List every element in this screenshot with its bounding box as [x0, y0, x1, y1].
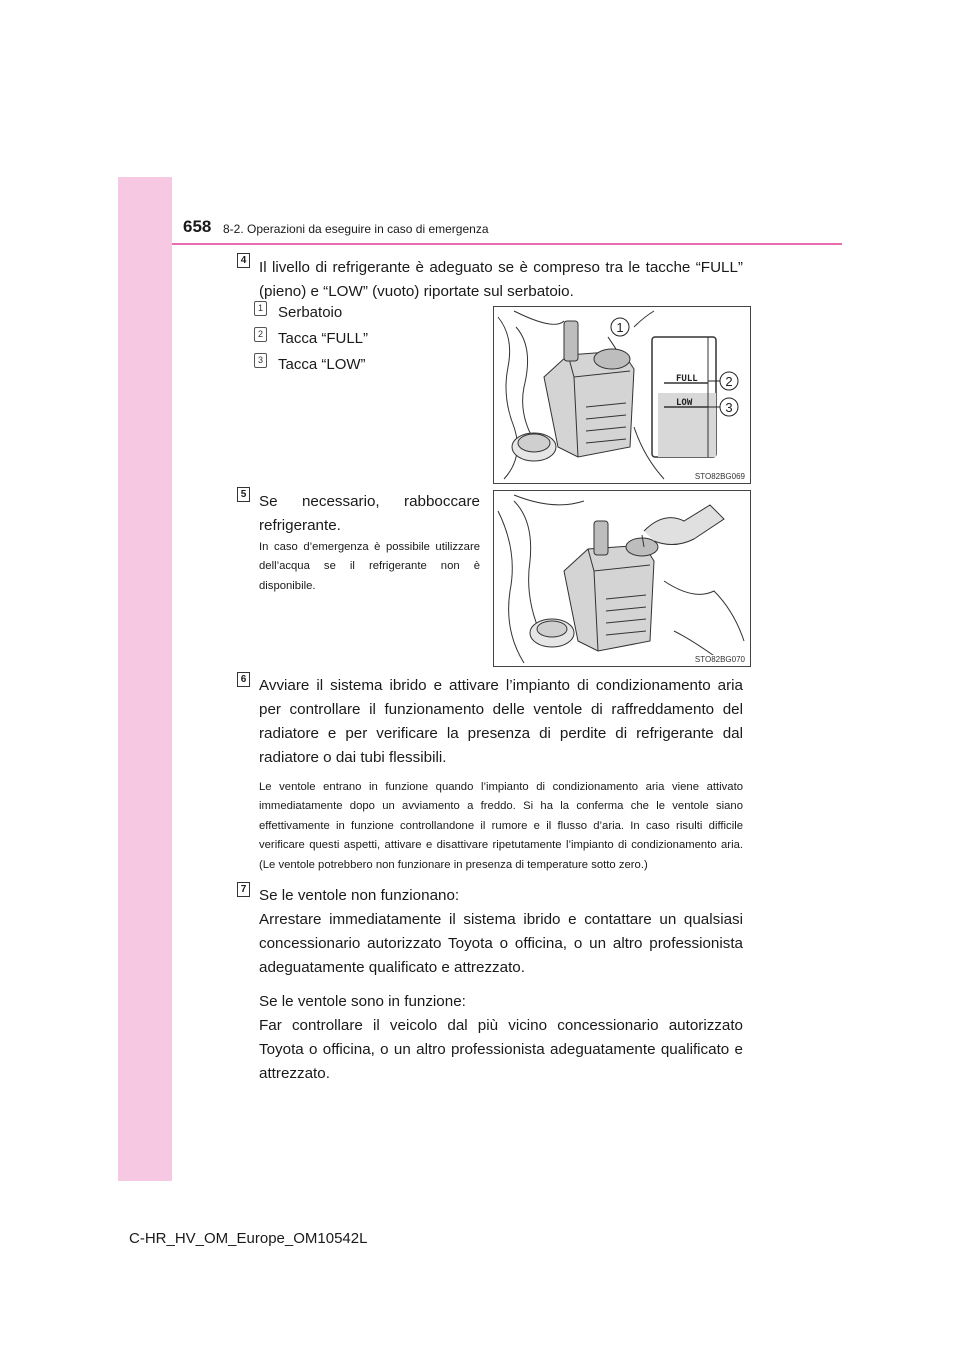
page-number: 658: [183, 217, 212, 236]
step-7-case-working: [259, 990, 743, 1086]
step-number-6: 6: [237, 672, 250, 687]
header-divider: [172, 243, 842, 245]
figure-code: STO82BG070: [694, 655, 745, 664]
low-mark-label: LOW: [676, 398, 693, 408]
step-7-content: [259, 884, 743, 1096]
section-tab-bar: [118, 177, 172, 1181]
step-6-note: Le ventole entrano in funzione quando l’impianto di condizionamento aria viene attivato immediatamente dopo un avviamento a freddo. Si ha la conferma che le ventole siano effettivamente in funzione controllandone il rumore e il flusso d’aria. In caso risulti difficile verificare questi aspetti, attivare e disattivare ripetutamente l’impianto di condizionamento aria. (Le ventole potrebbero non funzionare in presenza di temperature sotto zero.): [259, 781, 743, 871]
full-mark-label: FULL: [676, 374, 698, 384]
step-5-instruction: Se necessario, rabboccare refrigerante.: [259, 493, 480, 534]
step-4-text: Il livello di refrigerante è adeguato se è compreso tra le tacche “FULL” (pieno) e “LOW” (vuoto) riportate sul serbatoio.: [259, 259, 743, 300]
callout-1: 1: [616, 320, 624, 335]
legend-label-tank: Serbatoio: [278, 304, 343, 321]
legend-number-3: 3: [254, 353, 267, 368]
step-5-text: [259, 490, 480, 538]
legend-number-2: 2: [254, 327, 267, 342]
refill-coolant-illustration: [493, 490, 751, 667]
step-7-case-not-working: [259, 884, 743, 980]
legend-label-full-mark: Tacca “FULL”: [278, 330, 369, 347]
step-number-4: 4: [237, 253, 250, 268]
callout-2: 2: [725, 374, 733, 389]
legend-number-1: 1: [254, 301, 267, 316]
reservoir-level-illustration: [493, 306, 751, 484]
step-number-5: 5: [237, 487, 250, 502]
document-code: C-HR_HV_OM_Europe_OM10542L: [129, 1230, 368, 1247]
step-number-7: 7: [237, 882, 250, 897]
section-title: 8-2. Operazioni da eseguire in caso di emergenza: [223, 222, 489, 236]
step-5-note: In caso d’emergenza è possibile utilizzare dell’acqua se il refrigerante non è disponibile.: [259, 541, 480, 592]
step-7-text-not-working: Arrestare immediatamente il sistema ibrido e contattare un qualsiasi concessionario autorizzato Toyota o officina, o un altro professionista adeguatamente qualificato e attrezzato.: [259, 911, 743, 976]
step-6-text: Avviare il sistema ibrido e attivare l’impianto di condizionamento aria per controllare il funzionamento delle ventole di raffreddamento del radiatore e per verificare la presenza di perdite di refrigerante dal radiatore o dai tubi flessibili.: [259, 677, 743, 766]
legend-label-low-mark: Tacca “LOW”: [278, 356, 366, 373]
step-7-lead-not-working: Se le ventole non funzionano:: [259, 887, 460, 904]
step-7-text-working: Far controllare il veicolo dal più vicino concessionario autorizzato Toyota o officina, o un altro professionista adeguatamente qualificato e attrezzato.: [259, 1017, 743, 1082]
figure-code: STO82BG069: [694, 472, 745, 481]
callout-3: 3: [725, 400, 733, 415]
step-7-lead-working: Se le ventole sono in funzione:: [259, 993, 466, 1010]
